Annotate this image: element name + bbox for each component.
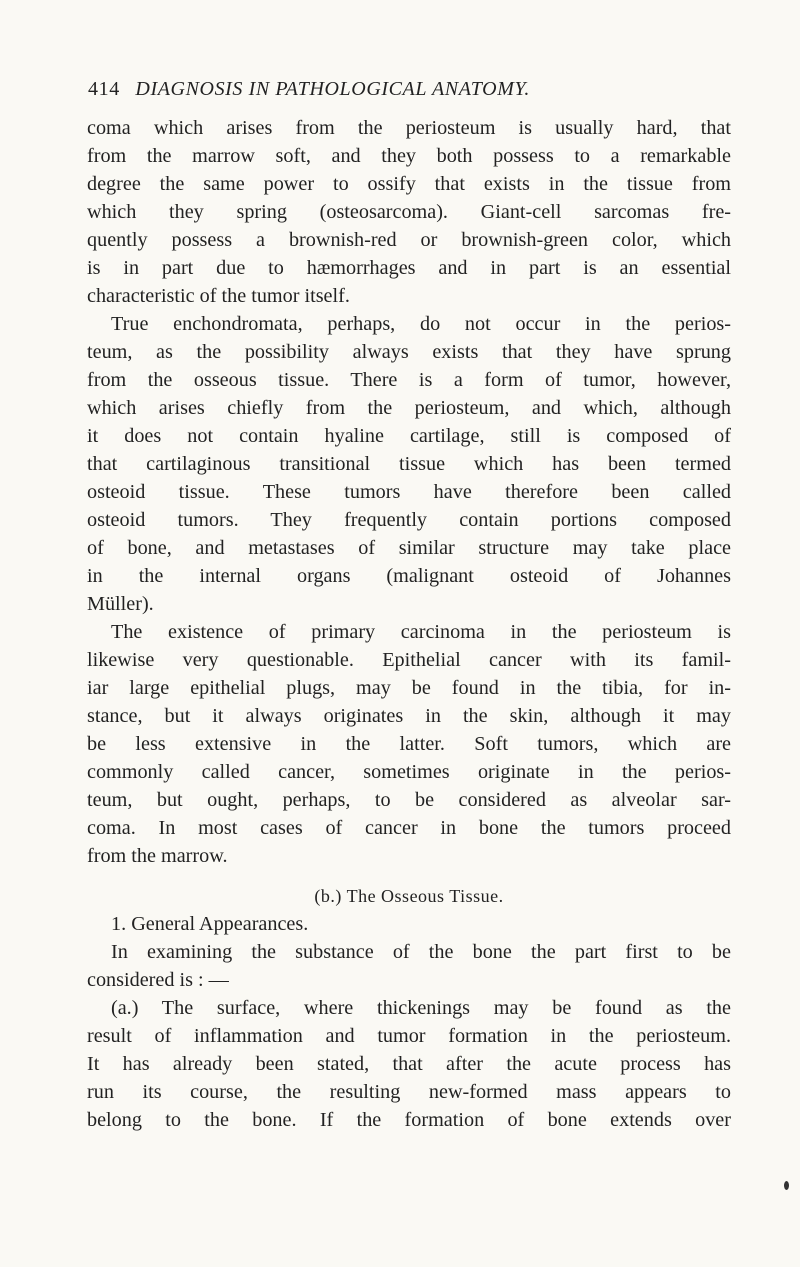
text-line: from the marrow soft, and they both possess to a remarkable — [87, 145, 731, 167]
text-line: considered is : — — [87, 969, 229, 991]
text-line: quently possess a brownish-red or brownish-green color, which — [87, 229, 731, 251]
paragraph-first-line: (a.) The surface, where thickenings may be found as the — [111, 997, 731, 1019]
text-line: is in part due to hæmorrhages and in part is an essential — [87, 257, 731, 279]
page-number: 414 — [88, 78, 120, 100]
text-line: stance, but it always originates in the skin, although it may — [87, 705, 731, 727]
text-line: result of inflammation and tumor formation in the periosteum. — [87, 1025, 731, 1047]
text-line: characteristic of the tumor itself. — [87, 285, 350, 307]
text-line: degree the same power to ossify that exists in the tissue from — [87, 173, 731, 195]
text-line: Müller). — [87, 593, 154, 615]
text-line: that cartilaginous transitional tissue which has been termed — [87, 453, 731, 475]
paragraph-first-line: In examining the substance of the bone the part first to be — [111, 941, 731, 963]
text-line: It has already been stated, that after the acute process has — [87, 1053, 731, 1075]
text-line: iar large epithelial plugs, may be found in the tibia, for in- — [87, 677, 731, 699]
running-title: DIAGNOSIS IN PATHOLOGICAL ANATOMY. — [135, 78, 530, 100]
text-line: osteoid tumors. They frequently contain portions composed — [87, 509, 731, 531]
paragraph-first-line: True enchondromata, perhaps, do not occur in the perios- — [111, 313, 731, 335]
running-head — [88, 78, 728, 101]
subsection-heading: 1. General Appearances. — [111, 913, 309, 935]
text-line: of bone, and metastases of similar structure may take place — [87, 537, 731, 559]
paragraph-first-line: The existence of primary carcinoma in the periosteum is — [111, 621, 731, 643]
text-line: from the marrow. — [87, 845, 228, 867]
paragraph-gap — [87, 870, 731, 882]
text-line: be less extensive in the latter. Soft tumors, which are — [87, 733, 731, 755]
text-line: teum, but ought, perhaps, to be considered as alveolar sar- — [87, 789, 731, 811]
stray-ink-mark — [784, 1181, 789, 1190]
text-line: from the osseous tissue. There is a form of tumor, however, — [87, 369, 731, 391]
text-line: which arises chiefly from the periosteum, and which, although — [87, 397, 731, 419]
body-text — [87, 114, 731, 1134]
text-line: teum, as the possibility always exists that they have sprung — [87, 341, 731, 363]
text-line: osteoid tissue. These tumors have therefore been called — [87, 481, 731, 503]
text-line: coma. In most cases of cancer in bone the tumors proceed — [87, 817, 731, 839]
text-line: which they spring (osteosarcoma). Giant-cell sarcomas fre- — [87, 201, 731, 223]
text-line: coma which arises from the periosteum is usually hard, that — [87, 117, 731, 139]
text-line: commonly called cancer, sometimes originate in the perios- — [87, 761, 731, 783]
text-line: likewise very questionable. Epithelial cancer with its famil- — [87, 649, 731, 671]
text-line: belong to the bone. If the formation of bone extends over — [87, 1109, 731, 1131]
text-line: run its course, the resulting new-formed mass appears to — [87, 1081, 731, 1103]
section-heading: (b.) The Osseous Tissue. — [314, 886, 504, 906]
text-line: it does not contain hyaline cartilage, still is composed of — [87, 425, 731, 447]
text-line: in the internal organs (malignant osteoid of Johannes — [87, 565, 731, 587]
